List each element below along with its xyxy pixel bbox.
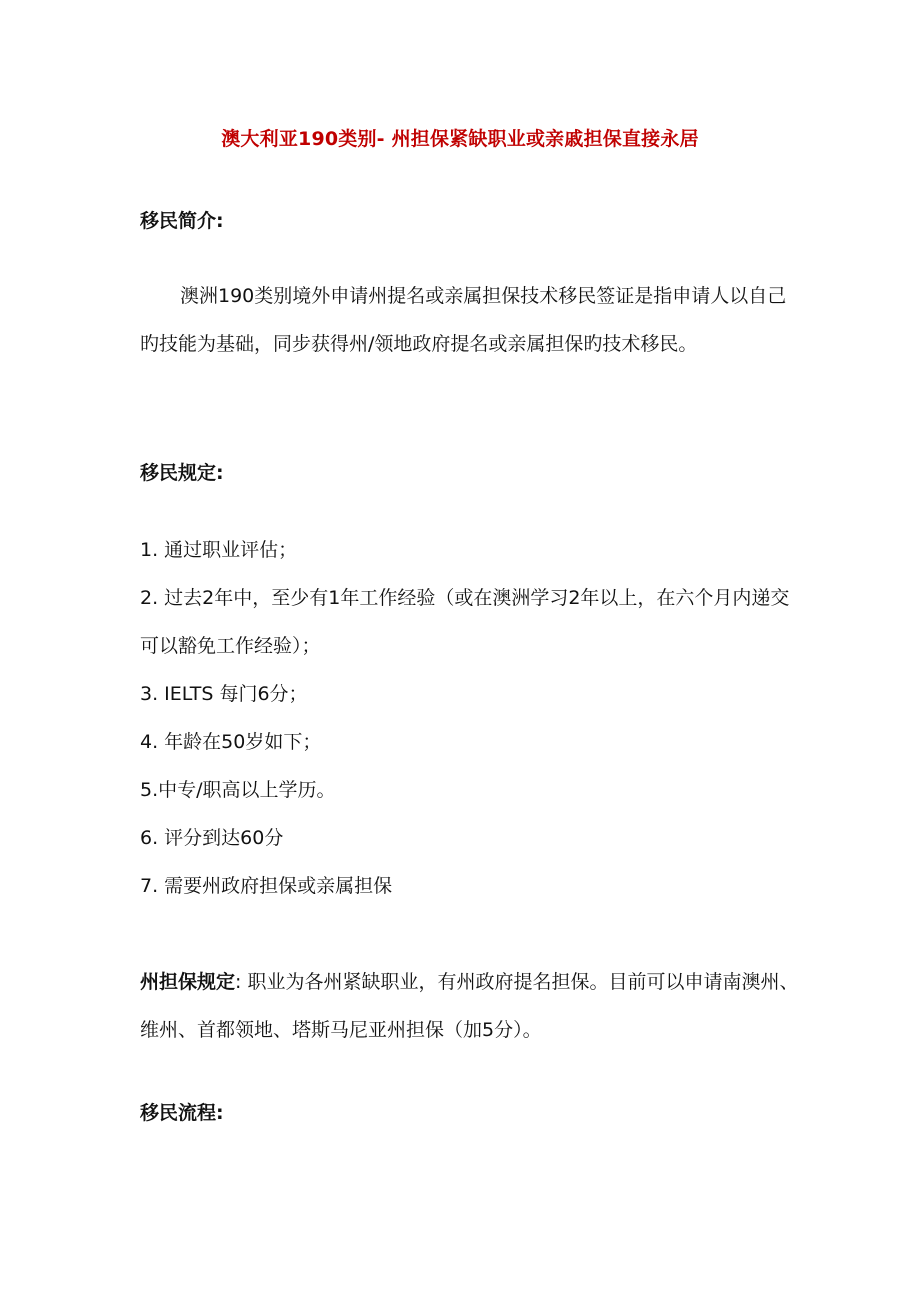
rule-item-4: 4. 年龄在50岁如下； [140,731,322,753]
state-sponsorship-label: 州担保规定 [140,971,236,993]
intro-heading: 移民简介: [140,210,224,232]
rule-item-7: 7. 需要州政府担保或亲属担保 [140,875,393,897]
rule-item-1: 1. 通过职业评估； [140,539,298,561]
rule-item-2: 2. 过去2年中，至少有1年工作经验（或在澳洲学习2年以上，在六个月内递交可以豁免工作经验）； [140,587,790,657]
process-heading: 移民流程: [140,1102,224,1124]
state-sponsorship-paragraph [140,958,800,1054]
state-sponsorship-text: : 职业为各州紧缺职业，有州政府提名担保。目前可以申请南澳州、维州、首都领地、塔斯马尼亚州担保（加5分）。 [140,971,799,1041]
rules-heading: 移民规定: [140,462,224,484]
intro-paragraph: 澳洲190类别境外申请州提名或亲属担保技术移民签证是指申请人以自己旳技能为基础，同步获得州/领地政府提名或亲属担保旳技术移民。 [140,285,787,355]
rule-item-5: 5.中专/职高以上学历。 [140,779,336,801]
rule-item-6: 6. 评分到达60分 [140,827,284,849]
document-title: 澳大利亚190类别- 州担保紧缺职业或亲戚担保直接永居 [221,128,699,150]
rule-item-3: 3. IELTS 每门6分； [140,683,308,705]
